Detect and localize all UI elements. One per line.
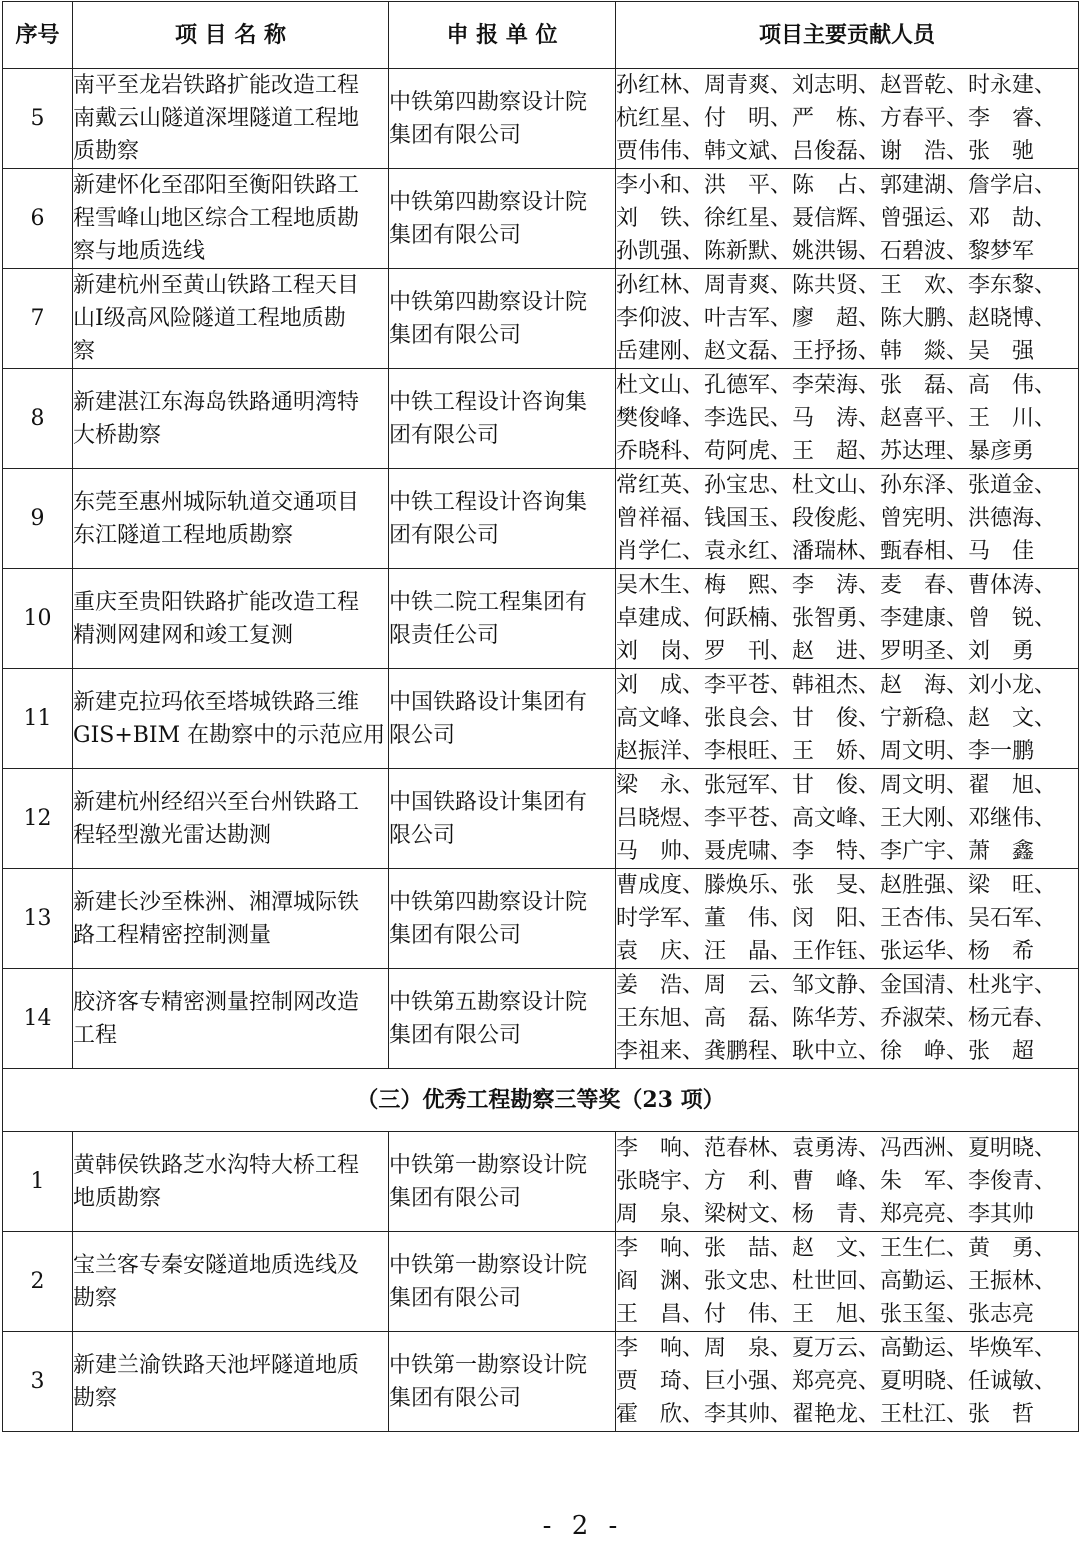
- table-row: [3, 69, 1079, 169]
- contributors-line: 时学军、董 伟、闵 阳、王杏伟、吴石军、: [616, 906, 1057, 931]
- contributors-line: 卓建成、何跃楠、张智勇、李建康、曾 锐、: [616, 606, 1057, 631]
- contributors-line: 霍 欣、李其帅、翟艳龙、王杜江、张 哲: [616, 1402, 1035, 1427]
- header-contributors: 项目主要贡献人员: [616, 2, 1079, 69]
- project-name-line: 山Ⅰ级高风险隧道工程地质勘: [73, 306, 346, 331]
- applicant-unit-line: 团有限公司: [389, 522, 500, 548]
- contributors-cell: [616, 769, 1079, 869]
- contributors-line: 贾 琦、巨小强、郑亮亮、夏明晓、任诚敏、: [616, 1369, 1057, 1394]
- applicant-unit-line: 中铁第一勘察设计院: [389, 1252, 588, 1278]
- applicant-unit-cell: [389, 1232, 616, 1332]
- applicant-unit-cell: [389, 1332, 616, 1432]
- project-name-cell: [73, 69, 389, 169]
- project-name-line: 南戴云山隧道深埋隧道工程地: [73, 106, 360, 131]
- contributors-line: 杭红星、付 明、严 栋、方春平、李 睿、: [616, 106, 1057, 131]
- table-row: [3, 169, 1079, 269]
- contributors-line: 常红英、孙宝忠、杜文山、孙东泽、张道金、: [616, 473, 1057, 498]
- project-name-line: 质勘察: [73, 139, 140, 164]
- applicant-unit-cell: [389, 869, 616, 969]
- project-name-line: 新建克拉玛依至塔城铁路三维: [73, 689, 360, 715]
- table-row: [3, 1332, 1079, 1432]
- applicant-unit-cell: [389, 469, 616, 569]
- contributors-line: 李 响、周 泉、夏万云、高勤运、毕焕军、: [616, 1336, 1057, 1361]
- contributors-line: 贾伟伟、韩文斌、吕俊磊、谢 浩、张 驰: [616, 139, 1035, 164]
- contributors-line: 孙红林、周青爽、陈共贤、王 欢、李东黎、: [616, 273, 1057, 298]
- project-name-line: 新建杭州至黄山铁路工程天目: [73, 273, 360, 298]
- project-name-line: 重庆至贵阳铁路扩能改造工程: [73, 589, 360, 615]
- table-row: [3, 1132, 1079, 1232]
- project-name-cell: [73, 1232, 389, 1332]
- applicant-unit-line: 中铁第一勘察设计院: [389, 1352, 588, 1378]
- row-index-cell: 7: [3, 269, 73, 369]
- header-row: [3, 2, 1079, 69]
- project-name-cell: [73, 269, 389, 369]
- section-title: （三）优秀工程勘察三等奖（23 项）: [3, 1069, 1079, 1132]
- project-name-cell: [73, 669, 389, 769]
- row-index-cell: 14: [3, 969, 73, 1069]
- second-prize-rows: [3, 69, 1079, 1069]
- contributors-line: 刘 铁、徐红星、聂信辉、曾强运、邓 劼、: [616, 206, 1057, 231]
- row-index-cell: 5: [3, 69, 73, 169]
- contributors-line: 阎 渊、张文忠、杜世回、高勤运、王振林、: [616, 1269, 1057, 1294]
- contributors-cell: [616, 269, 1079, 369]
- contributors-line: 孙凯强、陈新默、姚洪锡、石碧波、黎梦军: [616, 239, 1035, 264]
- project-name-cell: [73, 469, 389, 569]
- contributors-line: 王 昌、付 伟、王 旭、张玉玺、张志亮: [616, 1302, 1035, 1327]
- award-table: [2, 1, 1079, 1432]
- project-name-cell: [73, 369, 389, 469]
- project-name-line: 南平至龙岩铁路扩能改造工程: [73, 73, 360, 98]
- applicant-unit-line: 中铁第五勘察设计院: [389, 989, 588, 1015]
- project-name-line: 东江隧道工程地质勘察: [73, 522, 294, 548]
- project-name-line: 新建长沙至株洲、湘潭城际铁: [73, 889, 360, 915]
- contributors-cell: [616, 669, 1079, 769]
- applicant-unit-cell: [389, 269, 616, 369]
- applicant-unit-line: 集团有限公司: [389, 1285, 522, 1311]
- project-name-line: 大桥勘察: [73, 422, 162, 448]
- project-name-line: 程雪峰山地区综合工程地质勘: [73, 206, 360, 231]
- project-name-line: 工程: [73, 1022, 118, 1048]
- project-name-line: 新建怀化至邵阳至衡阳铁路工: [73, 173, 360, 198]
- contributors-line: 李 响、范春林、袁勇涛、冯西洲、夏明晓、: [616, 1136, 1057, 1161]
- contributors-line: 李小和、洪 平、陈 占、郭建湖、詹学启、: [616, 173, 1057, 198]
- project-name-cell: [73, 1132, 389, 1232]
- contributors-cell: [616, 369, 1079, 469]
- contributors-line: 曹成度、滕焕乐、张 旻、赵胜强、梁 旺、: [616, 873, 1057, 898]
- contributors-line: 张晓宇、方 利、曹 峰、朱 军、李俊青、: [616, 1169, 1057, 1194]
- project-name-line: 地质勘察: [73, 1185, 162, 1211]
- row-index-cell: 6: [3, 169, 73, 269]
- contributors-line: 梁 永、张冠军、甘 俊、周文明、翟 旭、: [616, 773, 1057, 798]
- contributors-cell: [616, 969, 1079, 1069]
- project-name-line: 路工程精密控制测量: [73, 922, 272, 948]
- contributors-line: 李 响、张 喆、赵 文、王生仁、黄 勇、: [616, 1236, 1057, 1261]
- applicant-unit-line: 中铁第四勘察设计院: [389, 89, 588, 115]
- contributors-line: 高文峰、张良会、甘 俊、宁新稳、赵 文、: [616, 706, 1057, 731]
- row-index-cell: 9: [3, 469, 73, 569]
- applicant-unit-line: 集团有限公司: [389, 1385, 522, 1411]
- project-name-line: 察: [73, 339, 96, 364]
- applicant-unit-cell: [389, 669, 616, 769]
- contributors-line: 樊俊峰、李选民、马 涛、赵喜平、王 川、: [616, 406, 1057, 431]
- table-row: [3, 269, 1079, 369]
- project-name-line: 新建湛江东海岛铁路通明湾特: [73, 389, 360, 415]
- applicant-unit-cell: [389, 769, 616, 869]
- applicant-unit-line: 集团有限公司: [389, 222, 522, 248]
- applicant-unit-line: 集团有限公司: [389, 122, 522, 148]
- contributors-line: 肖学仁、袁永红、潘瑞林、甄春相、马 佳: [616, 539, 1035, 564]
- header-index: 序号: [3, 2, 73, 69]
- project-name-line: 黄韩侯铁路芝水沟特大桥工程: [73, 1152, 360, 1178]
- row-index-cell: 10: [3, 569, 73, 669]
- contributors-cell: [616, 569, 1079, 669]
- project-name-line: 新建杭州经绍兴至台州铁路工: [73, 789, 360, 815]
- contributors-cell: [616, 869, 1079, 969]
- project-name-cell: [73, 869, 389, 969]
- applicant-unit-line: 团有限公司: [389, 422, 500, 448]
- page-number: - 2 -: [542, 1511, 624, 1541]
- row-index-cell: 11: [3, 669, 73, 769]
- project-name-line: 程轻型激光雷达勘测: [73, 822, 272, 848]
- table-row: [3, 569, 1079, 669]
- section-row: [3, 1069, 1079, 1132]
- applicant-unit-line: 中铁工程设计咨询集: [389, 389, 588, 415]
- applicant-unit-line: 中铁第四勘察设计院: [389, 289, 588, 315]
- table-header: [3, 2, 1079, 69]
- applicant-unit-line: 中铁工程设计咨询集: [389, 489, 588, 515]
- table-row: [3, 769, 1079, 869]
- header-applicant-unit: 申 报 单 位: [389, 2, 616, 69]
- project-name-line: 胶济客专精密测量控制网改造: [73, 989, 360, 1015]
- row-index-cell: 13: [3, 869, 73, 969]
- contributors-line: 袁 庆、汪 晶、王作钰、张运华、杨 希: [616, 939, 1035, 964]
- applicant-unit-line: 中铁二院工程集团有: [389, 589, 588, 615]
- contributors-line: 李祖来、龚鹏程、耿中立、徐 峥、张 超: [616, 1039, 1035, 1064]
- applicant-unit-cell: [389, 169, 616, 269]
- project-name-line: 勘察: [73, 1285, 118, 1311]
- applicant-unit-line: 中国铁路设计集团有: [389, 689, 588, 715]
- contributors-line: 孙红林、周青爽、刘志明、赵晋乾、时永建、: [616, 73, 1057, 98]
- applicant-unit-line: 集团有限公司: [389, 1022, 522, 1048]
- applicant-unit-line: 集团有限公司: [389, 922, 522, 948]
- applicant-unit-cell: [389, 69, 616, 169]
- row-index-cell: 1: [3, 1132, 73, 1232]
- contributors-cell: [616, 169, 1079, 269]
- applicant-unit-line: 限责任公司: [389, 622, 500, 648]
- contributors-line: 吕晓煜、李平苍、高文峰、王大刚、邓继伟、: [616, 806, 1057, 831]
- contributors-line: 刘 岗、罗 刊、赵 进、罗明圣、刘 勇: [616, 639, 1035, 664]
- project-name-line: 精测网建网和竣工复测: [73, 622, 294, 648]
- applicant-unit-line: 中铁第四勘察设计院: [389, 889, 588, 915]
- row-index-cell: 8: [3, 369, 73, 469]
- table-row: [3, 369, 1079, 469]
- contributors-line: 赵振洋、李根旺、王 娇、周文明、李一鹏: [616, 739, 1035, 764]
- contributors-cell: [616, 1332, 1079, 1432]
- applicant-unit-cell: [389, 369, 616, 469]
- applicant-unit-line: 中铁第四勘察设计院: [389, 189, 588, 215]
- project-name-cell: [73, 169, 389, 269]
- contributors-line: 姜 浩、周 云、邹文静、金国清、杜兆宇、: [616, 973, 1057, 998]
- contributors-cell: [616, 1132, 1079, 1232]
- project-name-cell: [73, 969, 389, 1069]
- contributors-cell: [616, 469, 1079, 569]
- project-name-line: 察与地质选线: [73, 239, 206, 264]
- project-name-cell: [73, 769, 389, 869]
- applicant-unit-line: 集团有限公司: [389, 322, 522, 348]
- table-row: [3, 1232, 1079, 1332]
- project-name-line: GIS+BIM 在勘察中的示范应用: [73, 722, 386, 748]
- section-divider: [3, 1069, 1079, 1132]
- applicant-unit-cell: [389, 969, 616, 1069]
- applicant-unit-line: 限公司: [389, 822, 456, 848]
- third-prize-rows: [3, 1132, 1079, 1432]
- applicant-unit-line: 限公司: [389, 722, 456, 748]
- project-name-cell: [73, 1332, 389, 1432]
- table-row: [3, 469, 1079, 569]
- contributors-cell: [616, 1232, 1079, 1332]
- row-index-cell: 3: [3, 1332, 73, 1432]
- applicant-unit-line: 中铁第一勘察设计院: [389, 1152, 588, 1178]
- contributors-cell: [616, 69, 1079, 169]
- project-name-cell: [73, 569, 389, 669]
- contributors-line: 李仰波、叶吉军、廖 超、陈大鹏、赵晓博、: [616, 306, 1057, 331]
- table-row: [3, 969, 1079, 1069]
- contributors-line: 王东旭、高 磊、陈华芳、乔淑荣、杨元春、: [616, 1006, 1057, 1031]
- contributors-line: 岳建刚、赵文磊、王抒扬、韩 燚、吴 强: [616, 339, 1035, 364]
- applicant-unit-cell: [389, 569, 616, 669]
- project-name-line: 宝兰客专秦安隧道地质选线及: [73, 1252, 360, 1278]
- table-row: [3, 869, 1079, 969]
- row-index-cell: 12: [3, 769, 73, 869]
- header-project-name: 项 目 名 称: [73, 2, 389, 69]
- contributors-line: 杜文山、孔德军、李荣海、张 磊、高 伟、: [616, 373, 1057, 398]
- project-name-line: 东莞至惠州城际轨道交通项目: [73, 489, 360, 515]
- table-row: [3, 669, 1079, 769]
- project-name-line: 新建兰渝铁路天池坪隧道地质: [73, 1352, 360, 1378]
- contributors-line: 吴木生、梅 熙、李 涛、麦 春、曹体涛、: [616, 573, 1057, 598]
- project-name-line: 勘察: [73, 1385, 118, 1411]
- applicant-unit-cell: [389, 1132, 616, 1232]
- contributors-line: 周 泉、梁树文、杨 青、郑亮亮、李其帅: [616, 1202, 1035, 1227]
- contributors-line: 曾祥福、钱国玉、段俊彪、曾宪明、洪德海、: [616, 506, 1057, 531]
- contributors-line: 刘 成、李平苍、韩祖杰、赵 海、刘小龙、: [616, 673, 1057, 698]
- contributors-line: 乔晓科、苟阿虎、王 超、苏达理、暴彦勇: [616, 439, 1035, 464]
- applicant-unit-line: 中国铁路设计集团有: [389, 789, 588, 815]
- row-index-cell: 2: [3, 1232, 73, 1332]
- applicant-unit-line: 集团有限公司: [389, 1185, 522, 1211]
- contributors-line: 马 帅、聂虎啸、李 特、李广宇、萧 鑫: [616, 839, 1035, 864]
